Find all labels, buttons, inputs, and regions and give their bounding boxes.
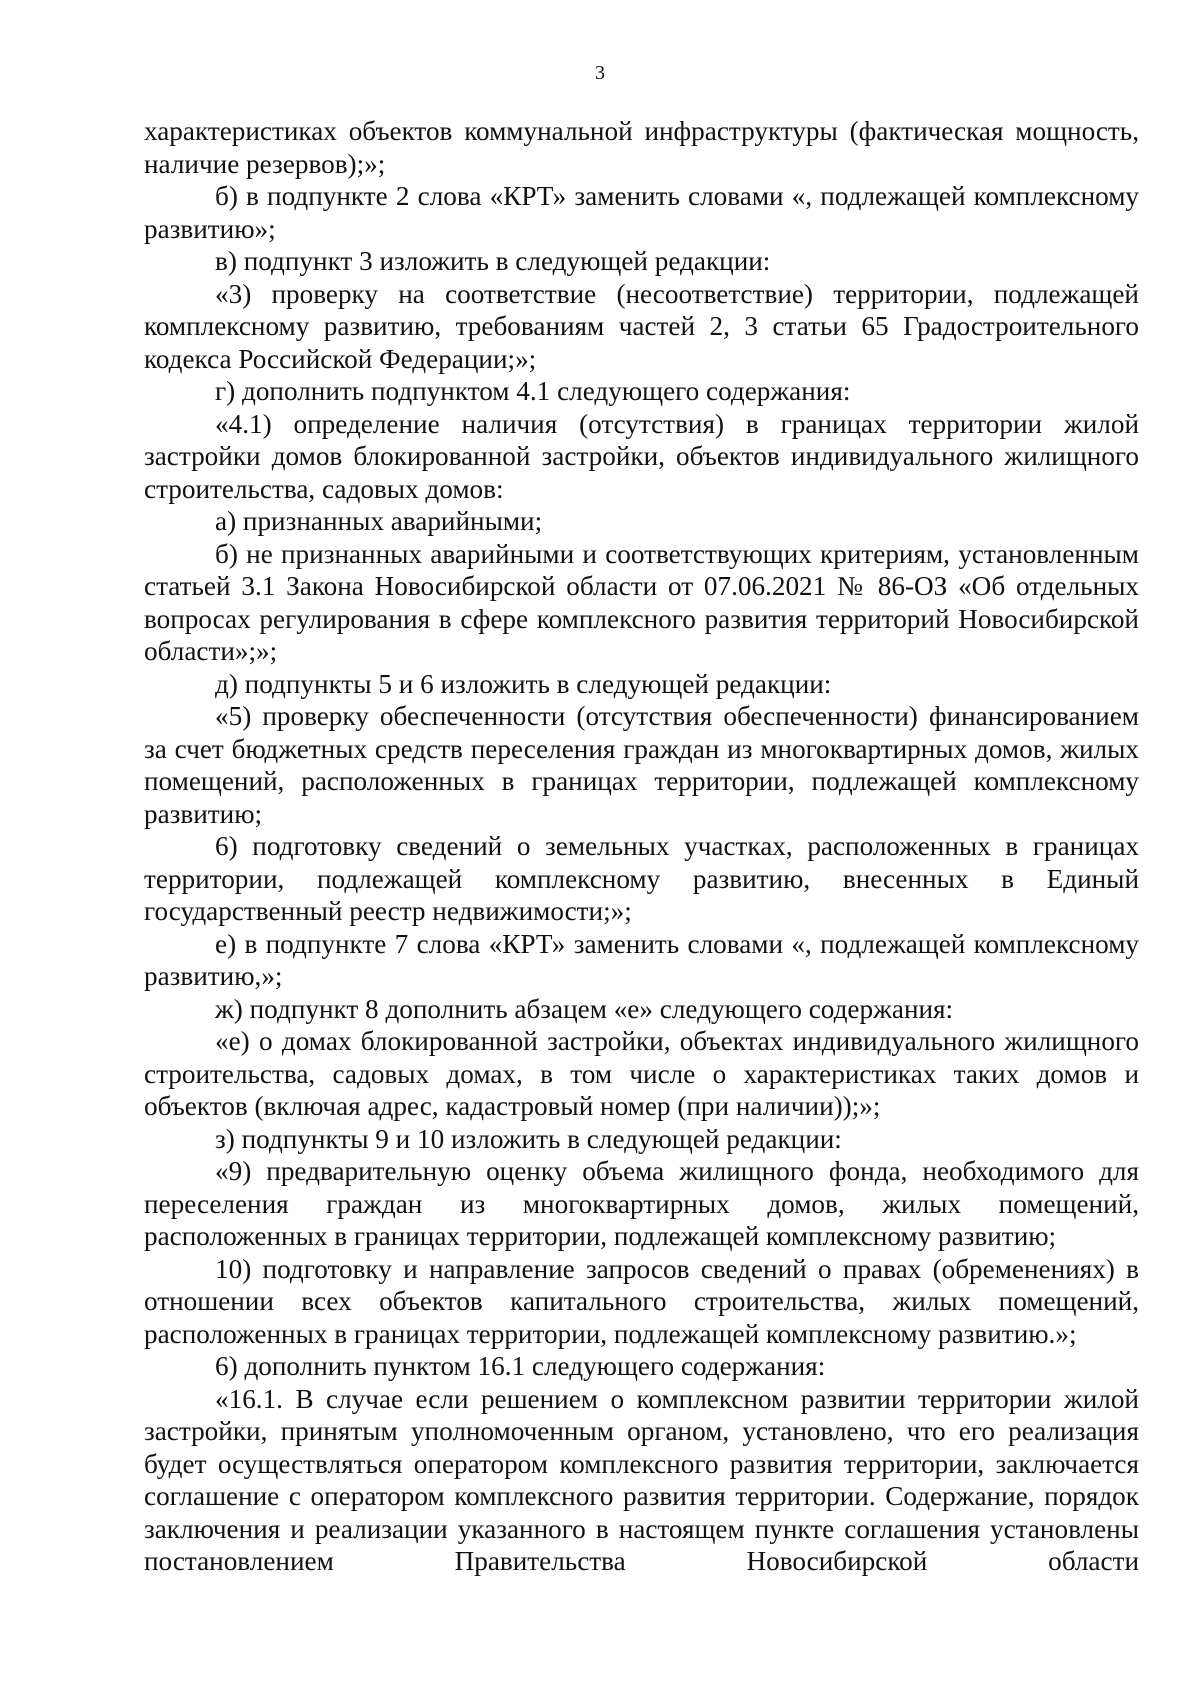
paragraph-clause-16-1: «16.1. В случае если решением о комплексном развитии территории жилой застройки, принятым уполномоченным органом, установлено, что его реализация будет осуществляться оператором комплексного развития территории, заключается соглашение с оператором комплексного развития территории. Содержание, порядок заключения и реализации указанного в настоящем пункте соглашения установлены постановлением Правительства Новосибирской области <box>144 1383 1139 1576</box>
paragraph-item-e: е) в подпункте 7 слова «КРТ» заменить словами «, подлежащей комплексному развитию,»; <box>144 928 1139 991</box>
paragraph-item-g: г) дополнить подпунктом 4.1 следующего содержания: <box>215 376 851 406</box>
paragraph-item-zh: ж) подпункт 8 дополнить абзацем «е» следующего содержания: <box>215 993 954 1024</box>
document-body <box>144 115 1139 1578</box>
paragraph-subitem-9: «9) предварительную оценку объема жилищного фонда, необходимого для переселения граждан из многоквартирных домов, жилых помещений, расположенных в границах территории, подлежащей комплексному развитию; <box>144 1156 1139 1251</box>
paragraph-subitem-e: «е) о домах блокированной застройки, объектах индивидуального жилищного строительства, садовых домах, в том числе о характеристиках таких домов и объектов (включая адрес, кадастровый номер (при наличии));»; <box>144 1026 1139 1121</box>
paragraph-subitem-5: «5) проверку обеспеченности (отсутствия обеспеченности) финансированием за счет бюджетных средств переселения граждан из многоквартирных домов, жилых помещений, расположенных в границах территории, подлежащей комплексному развитию; <box>144 701 1139 829</box>
paragraph-subitem-10: 10) подготовку и направление запросов сведений о правах (обременениях) в отношении всех объектов капитального строительства, жилых помещений, расположенных в границах территории, подлежащей комплексному развитию.»; <box>144 1253 1139 1349</box>
paragraph-subitem-b: б) не признанных аварийными и соответствующих критериям, установленным статьей 3.1 Закона Новосибирской области от 07.06.2021 № 86-ОЗ «Об отдельных вопросах регулирования в сфере комплексного развития территорий Новосибирской области»;»; <box>144 538 1139 666</box>
paragraph-item-6: 6) дополнить пунктом 16.1 следующего содержания: <box>215 1351 826 1381</box>
paragraph-subitem-6: 6) подготовку сведений о земельных участках, расположенных в границах территории, подлежащей комплексному развитию, внесенных в Единый государственный реестр недвижимости;»; <box>144 831 1139 926</box>
paragraph-item-b: б) в подпункте 2 слова «КРТ» заменить словами «, подлежащей комплексному развитию»; <box>144 181 1139 244</box>
paragraph-subitem-a: а) признанных аварийными; <box>215 506 543 536</box>
paragraph-subitem-4-1: «4.1) определение наличия (отсутствия) в границах территории жилой застройки домов блокированной застройки, объектов индивидуального жилищного строительства, садовых домов: <box>144 408 1139 504</box>
paragraph-item-z: з) подпункты 9 и 10 изложить в следующей редакции: <box>215 1123 842 1154</box>
page-number: 3 <box>595 62 605 84</box>
paragraph-subitem-3: «3) проверку на соответствие (несоответствие) территории, подлежащей комплексному развитию, требованиям частей 2, 3 статьи 65 Градостроительного кодекса Российской Федерации;»; <box>144 278 1139 374</box>
paragraph-item-d: д) подпункты 5 и 6 изложить в следующей редакции: <box>215 668 832 699</box>
paragraph-continuation: характеристиках объектов коммунальной инфраструктуры (фактическая мощность, наличие резервов);»; <box>144 116 1139 179</box>
paragraph-item-v: в) подпункт 3 изложить в следующей редакции: <box>215 246 771 276</box>
